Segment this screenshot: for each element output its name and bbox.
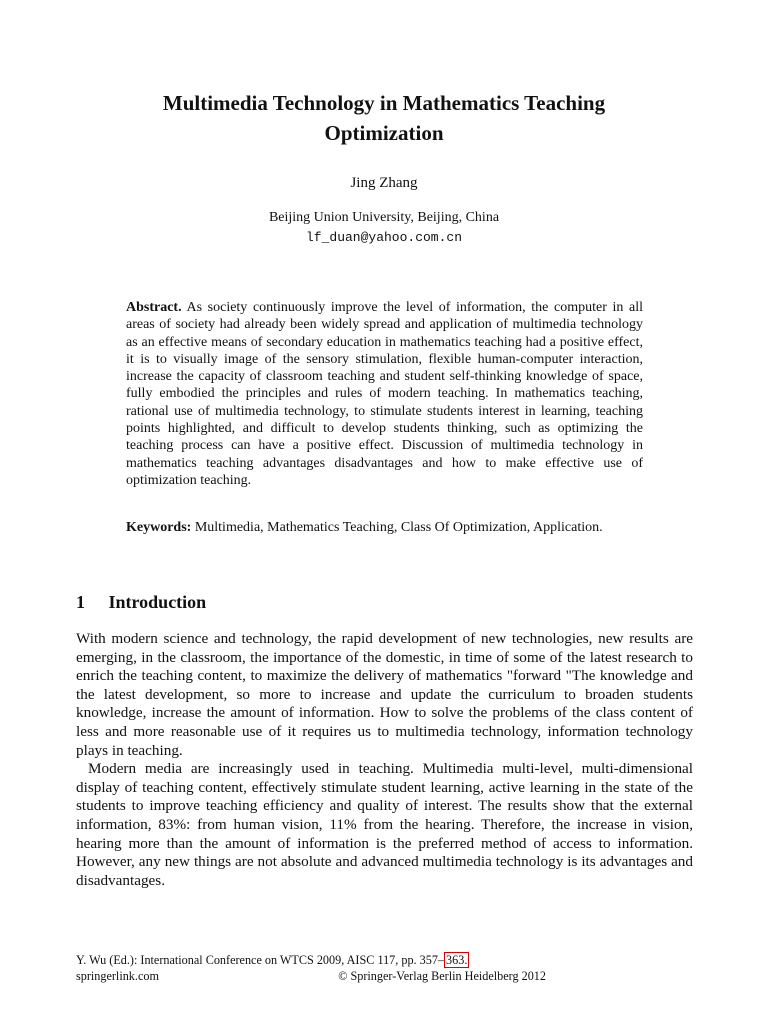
abstract (126, 299, 643, 489)
section-heading (76, 592, 206, 613)
keywords-text: Multimedia, Mathematics Teaching, Class Of Optimization, Application. (194, 520, 603, 535)
keywords-label: Keywords: (126, 520, 192, 535)
abstract-text: As society continuously improve the level of information, the computer in all areas of society had already been widely spread and application of multimedia technology as an effective means of secondary education in mathematics teaching had a positive effect, it is to visually image of the sensory stimulation, flexible human-computer interaction, increase the capacity of classroom teaching and student self-thinking knowledge of space, fully embodied the principles and rules of modern teaching. In mathematics teaching, rational use of multimedia technology, to stimulate students interest in learning, teaching points highlighted, and difficult to develop students thinking, such as optimizing the teaching process can have a positive effect. Discussion of multimedia technology in mathematics teaching advantages disadvantages and how to make effective use of optimization teaching. (126, 300, 643, 488)
paragraph: Modern media are increasingly used in teaching. Multimedia multi-level, multi-dimensional display of teaching content, effectively stimulate student learning, active learning in the state of the students to improve teaching efficiency and quality of interest. The results show that the external information, 83%: from human vision, 11% from the hearing. Therefore, the increase in vision, hearing more than the amount of information is the preferred method of access to information. However, any new things are not absolute and advanced multimedia technology is its advantages and disadvantages. (76, 760, 693, 889)
section-body (76, 630, 693, 890)
title-line-2: Optimization (324, 121, 444, 145)
page-footer (76, 952, 546, 984)
abstract-label: Abstract. (126, 300, 182, 315)
footer-site[interactable]: springerlink.com (76, 969, 159, 983)
footer-citation-text: Y. Wu (Ed.): International Conference on WTCS 2009, AISC 117, pp. 357– (76, 953, 445, 967)
paragraph: With modern science and technology, the rapid development of new technologies, new results are emerging, in the classroom, the importance of the domestic, in time of some of the latest research to enrich the teaching content, to maximize the delivery of mathematics "forward "The knowledge and the latest development, so more to increase and update the curriculum to broaden students knowledge, increase the amount of information. How to solve the problems of the class content of less and more reasonable use of it requires us to multimedia technology, information technology plays in teaching. (76, 630, 693, 759)
footer-copyright: © Springer-Verlag Berlin Heidelberg 2012 (338, 969, 546, 983)
affiliation-block (0, 208, 768, 248)
author-email[interactable]: lf_duan@yahoo.com.cn (305, 230, 463, 245)
author-name: Jing Zhang (350, 175, 418, 191)
section-title: Introduction (108, 592, 207, 612)
title-line-1: Multimedia Technology in Mathematics Teaching (162, 91, 606, 115)
page-reference-link[interactable]: 363. (446, 953, 468, 967)
section-number: 1 (76, 592, 85, 612)
footer-citation (76, 952, 546, 968)
keywords (126, 519, 643, 537)
affiliation: Beijing Union University, Beijing, China (268, 210, 500, 225)
footer-row (76, 968, 546, 984)
paper-title (0, 88, 768, 148)
